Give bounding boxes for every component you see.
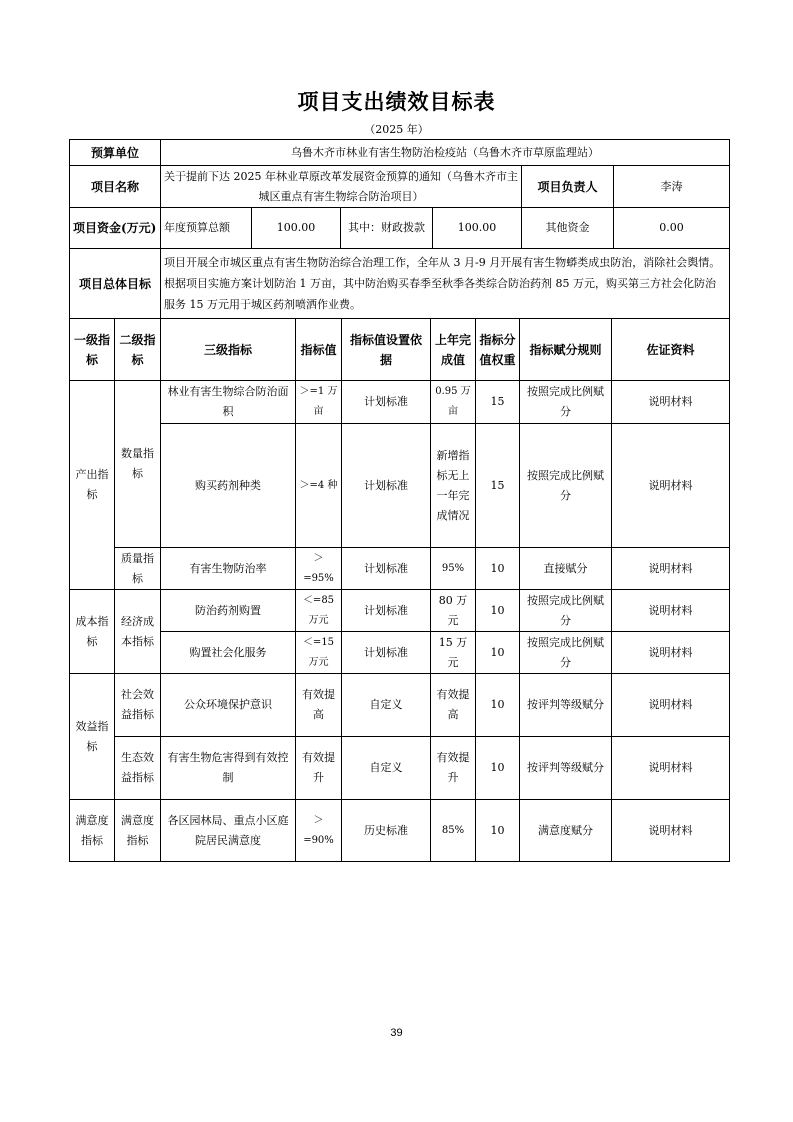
indicator-evidence: 说明材料 — [612, 548, 730, 590]
header-evidence: 佐证资料 — [612, 319, 730, 381]
indicator-basis: 计划标准 — [342, 424, 431, 548]
group-quality: 质量指标 — [115, 548, 161, 590]
indicator-evidence: 说明材料 — [612, 674, 730, 737]
indicator-value: 有效提升 — [296, 737, 342, 800]
indicator-evidence: 说明材料 — [612, 590, 730, 632]
indicator-last: 95% — [431, 548, 476, 590]
indicator-rule: 直接赋分 — [520, 548, 612, 590]
header-level2: 二级指标 — [115, 319, 161, 381]
goal-value: 项目开展全市城区重点有害生物防治综合治理工作，全年从 3 月-9 月开展有害生物蟒类成虫防治，消除社会舆情。根据项目实施方案计划防治 1 万亩，其中防治购买春季至秋季各类综合防治药剂 85 万元，购买第三方社会化防治服务 15 万元用于城区药剂喷洒作业费。 — [161, 249, 730, 319]
indicator-weight: 15 — [476, 381, 520, 424]
indicator-last: 80 万元 — [431, 590, 476, 632]
indicator-rule: 按评判等级赋分 — [520, 737, 612, 800]
group-satisfaction-sub: 满意度指标 — [115, 800, 161, 862]
indicator-basis: 历史标准 — [342, 800, 431, 862]
indicator-basis: 计划标准 — [342, 632, 431, 674]
indicator-evidence: 说明材料 — [612, 800, 730, 862]
group-output: 产出指标 — [70, 381, 115, 590]
indicator-rule: 按照完成比例赋分 — [520, 424, 612, 548]
unit-label: 预算单位 — [70, 140, 161, 166]
indicator-rule: 按照完成比例赋分 — [520, 381, 612, 424]
fiscal-label: 其中：财政拨款 — [341, 208, 433, 249]
indicator-weight: 10 — [476, 590, 520, 632]
indicator-value: 有效提高 — [296, 674, 342, 737]
indicator-evidence: 说明材料 — [612, 424, 730, 548]
header-level3: 三级指标 — [161, 319, 296, 381]
unit-value: 乌鲁木齐市林业有害生物防治检疫站（乌鲁木齐市草原监理站） — [161, 140, 730, 166]
group-social-benefit: 社会效益指标 — [115, 674, 161, 737]
indicator-name: 林业有害生物综合防治面积 — [161, 381, 296, 424]
header-level1: 一级指标 — [70, 319, 115, 381]
indicator-name: 有害生物危害得到有效控制 — [161, 737, 296, 800]
indicator-value: ＞=95% — [296, 548, 342, 590]
annual-budget-value: 100.00 — [252, 208, 341, 249]
fund-label: 项目资金(万元) — [70, 208, 161, 249]
project-name-label: 项目名称 — [70, 166, 161, 208]
indicator-rule: 按照完成比例赋分 — [520, 632, 612, 674]
indicator-weight: 10 — [476, 737, 520, 800]
manager-value: 李涛 — [614, 166, 730, 208]
indicator-weight: 10 — [476, 632, 520, 674]
indicator-rule: 按评判等级赋分 — [520, 674, 612, 737]
indicator-last: 有效提高 — [431, 674, 476, 737]
indicator-evidence: 说明材料 — [612, 737, 730, 800]
other-funds-value: 0.00 — [614, 208, 730, 249]
indicator-weight: 10 — [476, 800, 520, 862]
indicator-evidence: 说明材料 — [612, 381, 730, 424]
indicator-name: 购买药剂种类 — [161, 424, 296, 548]
indicator-name: 有害生物防治率 — [161, 548, 296, 590]
other-funds-label: 其他资金 — [522, 208, 614, 249]
page-title: 项目支出绩效目标表 — [297, 89, 496, 114]
page-year: （2025 年） — [364, 123, 429, 136]
indicator-basis: 计划标准 — [342, 548, 431, 590]
indicator-value: ＞=90% — [296, 800, 342, 862]
group-economic-cost: 经济成本指标 — [115, 590, 161, 674]
indicator-last: 新增指标无上一年完成情况 — [431, 424, 476, 548]
indicator-weight: 15 — [476, 424, 520, 548]
indicator-rule: 按照完成比例赋分 — [520, 590, 612, 632]
indicator-value: ＜=85 万元 — [296, 590, 342, 632]
group-quantity: 数量指标 — [115, 381, 161, 548]
header-last-year: 上年完成值 — [431, 319, 476, 381]
header-value: 指标值 — [296, 319, 342, 381]
indicator-evidence: 说明材料 — [612, 632, 730, 674]
indicator-basis: 计划标准 — [342, 590, 431, 632]
indicator-name: 防治药剂购置 — [161, 590, 296, 632]
goal-label: 项目总体目标 — [70, 249, 161, 319]
indicator-name: 各区园林局、重点小区庭院居民满意度 — [161, 800, 296, 862]
indicator-basis: 自定义 — [342, 737, 431, 800]
indicator-basis: 自定义 — [342, 674, 431, 737]
indicator-last: 0.95 万亩 — [431, 381, 476, 424]
indicator-last: 85% — [431, 800, 476, 862]
project-name-value: 关于提前下达 2025 年林业草原改革发展资金预算的通知（乌鲁木齐市主城区重点有害生物综合防治项目） — [161, 166, 522, 208]
header-basis: 指标值设置依据 — [342, 319, 431, 381]
indicator-rule: 满意度赋分 — [520, 800, 612, 862]
indicator-last: 有效提升 — [431, 737, 476, 800]
indicator-last: 15 万元 — [431, 632, 476, 674]
indicator-weight: 10 — [476, 548, 520, 590]
indicator-weight: 10 — [476, 674, 520, 737]
page-number: 39 — [390, 1027, 403, 1039]
project-info-table — [69, 139, 730, 319]
indicator-name: 购置社会化服务 — [161, 632, 296, 674]
group-benefit: 效益指标 — [70, 674, 115, 800]
indicator-name: 公众环境保护意识 — [161, 674, 296, 737]
indicator-value: ＜=15 万元 — [296, 632, 342, 674]
indicator-table — [69, 318, 730, 862]
indicator-value: ＞=4 种 — [296, 424, 342, 548]
group-satisfaction: 满意度指标 — [70, 800, 115, 862]
header-rule: 指标赋分规则 — [520, 319, 612, 381]
group-cost: 成本指标 — [70, 590, 115, 674]
group-eco-benefit: 生态效益指标 — [115, 737, 161, 800]
indicator-basis: 计划标准 — [342, 381, 431, 424]
annual-budget-label: 年度预算总额 — [161, 208, 252, 249]
manager-label: 项目负责人 — [522, 166, 614, 208]
header-weight: 指标分值权重 — [476, 319, 520, 381]
fiscal-value: 100.00 — [433, 208, 522, 249]
indicator-value: ＞=1 万亩 — [296, 381, 342, 424]
